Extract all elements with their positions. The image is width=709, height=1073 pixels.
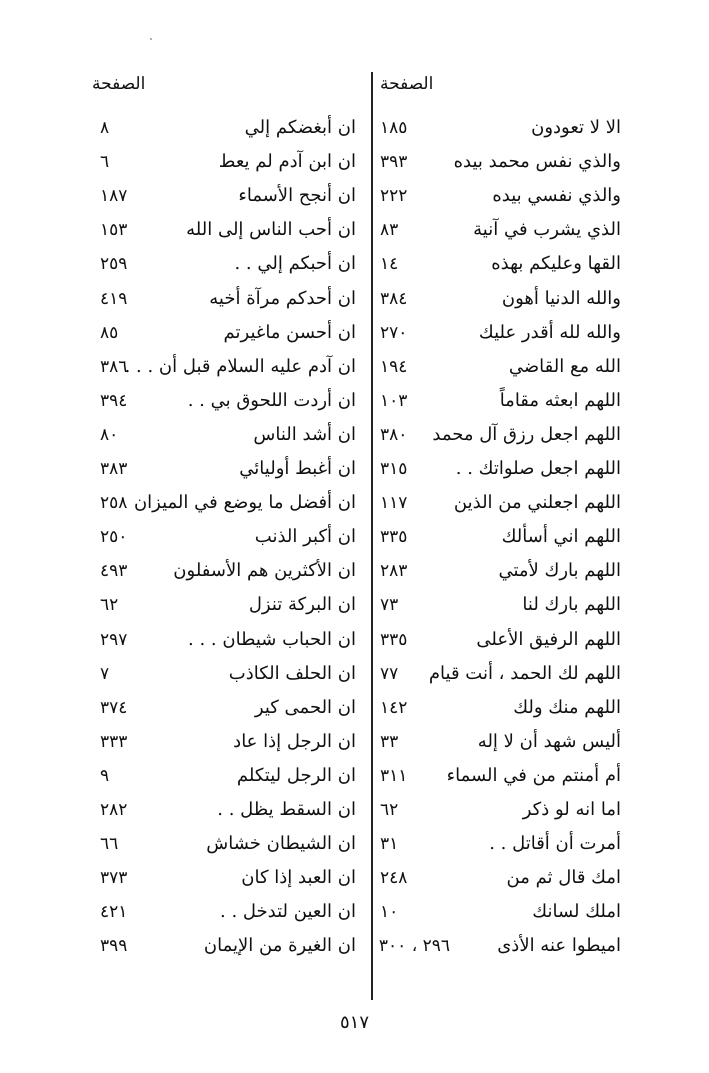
right-entry-text: اميطوا عنه الأذى [497, 935, 621, 956]
right-entry-text: اللهم اني أسألك [501, 526, 621, 547]
right-entry-page: ٣٨٤ [380, 289, 408, 309]
right-entry-text: اللهم اجعلني من الذين [453, 492, 621, 513]
right-entry-text: اما انه لو ذكر [522, 799, 621, 820]
left-entry-text: ان العبد إذا كان [241, 867, 356, 888]
right-entry-page: ٧٣ [380, 595, 399, 615]
right-entry-text: والذي نفسي بيده [492, 185, 621, 206]
right-entry-text: الا لا تعودون [531, 117, 621, 138]
left-entry-page: ٢٥٩ [100, 254, 128, 274]
left-entry-page: ٤٢١ [100, 902, 128, 922]
left-entry-page: ٦٢ [100, 595, 119, 615]
left-entry-text: ان الغيرة من الإيمان [203, 935, 356, 956]
left-entry-text: ان الحمى كير [254, 697, 356, 718]
right-entry-page: ٦٢ [380, 800, 399, 820]
right-entry-text: الذي يشرب في آنية [473, 219, 621, 240]
right-entry-page: ٣١ [380, 834, 399, 854]
left-entry-page: ٣٧٣ [100, 868, 128, 888]
right-entry-page: ٢٩٦ ، ٣٠٠ [378, 936, 450, 956]
right-entry-text: اللهم بارك لنا [522, 594, 621, 615]
left-entry-page: ٩ [100, 766, 110, 786]
left-entry-text: ان العين لتدخل . . [220, 901, 356, 922]
left-entry-text: ان الرجل إذا عاد [233, 731, 356, 752]
left-entry-page: ٣٨٦ [100, 357, 128, 377]
left-entry-page: ١٥٣ [100, 220, 128, 240]
left-entry-text: ان أردت اللحوق بي . . [187, 390, 356, 411]
page-number: ٥١٧ [339, 1012, 369, 1033]
left-entry-page: ٣٩٤ [100, 391, 128, 411]
right-entry-page: ١٠٣ [380, 391, 408, 411]
left-entry-text: ان أبغضكم إلي [244, 117, 356, 138]
left-entry-page: ٨ [100, 118, 110, 138]
left-entry-page: ٢٥٠ [100, 527, 128, 547]
right-entry-text: الله مع القاضي [508, 356, 621, 377]
column-divider [371, 72, 373, 1000]
left-entry-text: ان أحب الناس إلى الله [186, 219, 356, 240]
left-entry-page: ٢٥٨ [100, 493, 128, 513]
right-entry-page: ٣١١ [380, 766, 408, 786]
left-column-header: الصفحة [92, 74, 146, 94]
left-entry-page: ٨٥ [100, 323, 119, 343]
right-entry-text: والذي نفس محمد بيده [453, 151, 621, 172]
right-column-header: الصفحة [380, 74, 434, 94]
right-entry-page: ٣٣٥ [380, 527, 408, 547]
left-entry-page: ٣٧٤ [100, 698, 128, 718]
right-entry-page: ٢٨٣ [380, 561, 408, 581]
right-entry-text: اللهم ابعثه مقاماً [499, 390, 621, 411]
left-entry-text: ان الأكثرين هم الأسفلون [173, 560, 356, 581]
right-entry-text: اللهم الرفيق الأعلى [476, 629, 621, 650]
left-entry-text: ان أكبر الذنب [254, 526, 356, 547]
right-entry-page: ٣١٥ [380, 459, 408, 479]
right-entry-page: ١٩٤ [380, 357, 408, 377]
left-entry-text: ان الرجل ليتكلم [236, 765, 356, 786]
left-entry-text: ان أحبكم إلي . . [234, 253, 356, 274]
right-entry-page: ١٠ [380, 902, 399, 922]
left-entry-page: ١٨٧ [100, 186, 128, 206]
right-entry-page: ٢٧٠ [380, 323, 408, 343]
right-entry-text: القها وعليكم بهذه [491, 253, 621, 274]
left-entry-page: ٢٩٧ [100, 630, 128, 650]
left-entry-page: ٨٠ [100, 425, 119, 445]
right-entry-text: أليس شهد أن لا إله [477, 731, 621, 752]
left-entry-page: ٧ [100, 664, 110, 684]
left-entry-text: ان أحسن ماغيرتم [223, 322, 356, 343]
left-entry-text: ان أحدكم مرآة أخيه [209, 288, 356, 309]
right-entry-page: ١٨٥ [380, 118, 408, 138]
right-entry-text: والله الدنيا أهون [501, 288, 621, 309]
left-entry-page: ٦٦ [100, 834, 119, 854]
left-entry-page: ٣٨٣ [100, 459, 128, 479]
left-entry-text: ان أنجح الأسماء [238, 185, 356, 206]
left-entry-page: ٤٩٣ [100, 561, 128, 581]
left-entry-text: ان أفضل ما يوضع في الميزان [133, 492, 356, 513]
right-entry-page: ٢٤٨ [380, 868, 408, 888]
right-entry-text: اللهم اجعل صلواتك . . [455, 458, 621, 479]
left-entry-text: ان أغبط أوليائي [239, 458, 356, 479]
right-entry-text: اللهم اجعل رزق آل محمد [432, 424, 621, 445]
right-entry-page: ٧٧ [380, 664, 399, 684]
right-entry-text: اللهم بارك لأمتي [498, 560, 621, 581]
right-entry-text: أمرت أن أقاتل . . [489, 833, 621, 854]
right-entry-page: ٣٣٥ [380, 630, 408, 650]
right-entry-page: ٣٣ [380, 732, 399, 752]
right-entry-page: ٢٢٢ [380, 186, 408, 206]
right-entry-text: أم أمنتم من في السماء [446, 765, 621, 786]
right-entry-text: والله لله أقدر عليك [478, 322, 621, 343]
left-entry-text: ان الحباب شيطان . . . [188, 629, 356, 650]
left-entry-page: ٢٨٢ [100, 800, 128, 820]
left-entry-page: ٣٩٩ [100, 936, 128, 956]
left-entry-text: ان البركة تنزل [248, 594, 356, 615]
left-entry-page: ٤١٩ [100, 289, 128, 309]
right-entry-text: اللهم لك الحمد ، أنت قيام [428, 663, 621, 684]
right-entry-text: املك لسانك [532, 901, 621, 922]
right-entry-page: ٨٣ [380, 220, 399, 240]
right-entry-page: ١١٧ [380, 493, 408, 513]
scan-speck [150, 38, 152, 40]
right-entry-text: اللهم منك ولك [513, 697, 621, 718]
right-entry-page: ٣٨٠ [380, 425, 408, 445]
left-entry-text: ان أشد الناس [253, 424, 356, 445]
left-entry-text: ان ابن آدم لم يعط [218, 151, 356, 172]
left-entry-text: ان السقط يظل . . [217, 799, 356, 820]
left-entry-page: ٦ [100, 152, 110, 172]
right-entry-page: ١٤٢ [380, 698, 408, 718]
right-entry-page: ٣٩٣ [380, 152, 408, 172]
left-entry-text: ان الشيطان خشاش [206, 833, 356, 854]
right-entry-page: ١٤ [380, 254, 399, 274]
left-entry-text: ان الحلف الكاذب [228, 663, 356, 684]
left-entry-page: ٣٣٣ [100, 732, 128, 752]
left-entry-text: ان آدم عليه السلام قبل أن . . . [124, 356, 356, 377]
right-entry-text: امك قال ثم من [506, 867, 621, 888]
